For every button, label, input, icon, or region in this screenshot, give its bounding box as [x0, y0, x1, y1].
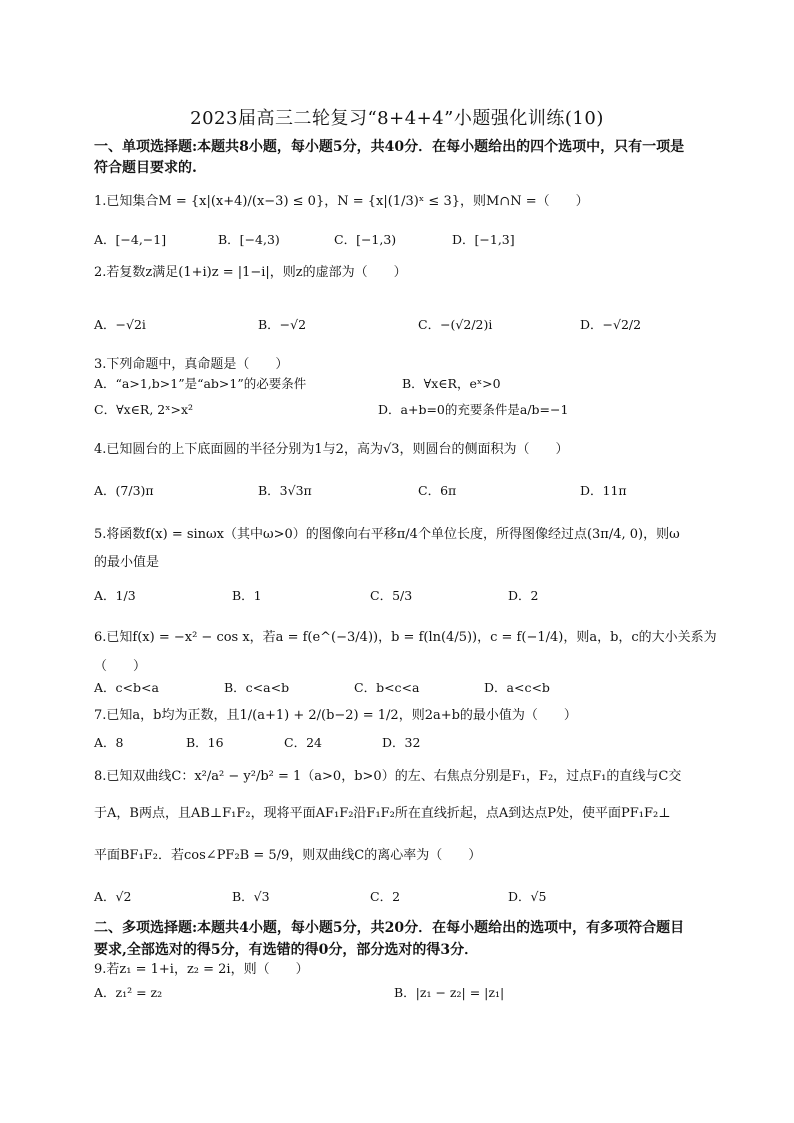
- section-2-header-line-1: 二、多项选择题:本题共4小题，每小题5分，共20分．在每小题给出的选项中，有多项符合题目: [94, 920, 685, 936]
- question-7-option-d: D．32: [382, 735, 421, 750]
- question-8-option-d: D．√5: [508, 889, 547, 904]
- question-2-stem: 2.若复数z满足(1+i)z = |1−i|，则z的虚部为（ ）: [94, 265, 407, 280]
- question-8-option-c: C．2: [370, 889, 401, 904]
- question-5-option-c: C．5/3: [370, 588, 413, 603]
- question-4-option-d: D．11π: [580, 483, 627, 498]
- question-9-option-b: B．|z₁ − z₂| = |z₁|: [394, 985, 505, 1000]
- section-1-header-line-1: 一、单项选择题:本题共8小题，每小题5分，共40分．在每小题给出的四个选项中，只有一项是: [94, 139, 685, 155]
- question-1-option-d: D．[−1,3]: [452, 232, 515, 247]
- question-3-stem: 3.下列命题中，真命题是（ ）: [94, 357, 289, 372]
- question-5-stem-line-2: 的最小值是: [94, 555, 160, 570]
- question-8-stem-line-3: 平面BF₁F₂．若cos∠PF₂B = 5/9，则双曲线C的离心率为（ ）: [94, 848, 482, 863]
- question-2-option-b: B．−√2: [258, 317, 307, 332]
- question-9-stem: 9.若z₁ = 1+i，z₂ = 2i，则（ ）: [94, 962, 309, 977]
- question-2-option-a: A．−√2i: [94, 317, 146, 332]
- question-1-stem: 1.已知集合M = {x|(x+4)/(x−3) ≤ 0}，N = {x|(1/3)ˣ ≤ 3}，则M∩N =（ ）: [94, 194, 589, 209]
- question-7-option-b: B．16: [186, 735, 224, 750]
- question-5-option-a: A．1/3: [94, 588, 136, 603]
- question-4-option-a: A．(7/3)π: [94, 483, 154, 498]
- question-7-option-a: A．8: [94, 735, 124, 750]
- question-5-option-b: B．1: [232, 588, 262, 603]
- question-3-option-c: C．∀x∈R, 2ˣ>x²: [94, 402, 194, 417]
- question-2-option-d: D．−√2/2: [580, 317, 642, 332]
- question-8-stem-line-2: 于A，B两点，且AB⊥F₁F₂，现将平面AF₁F₂沿F₁F₂所在直线折起，点A到达点P处，使平面PF₁F₂⊥: [94, 806, 671, 821]
- question-3-option-a: A．“a>1,b>1”是“ab>1”的必要条件: [94, 376, 307, 391]
- section-2-header-line-2: 要求,全部选对的得5分，有选错的得0分，部分选对的得3分．: [94, 942, 479, 958]
- question-4-option-c: C．6π: [418, 483, 457, 498]
- question-8-option-b: B．√3: [232, 889, 270, 904]
- question-1-option-c: C．[−1,3): [334, 232, 397, 247]
- question-4-option-b: B．3√3π: [258, 483, 312, 498]
- question-1-option-a: A．[−4,−1]: [94, 232, 167, 247]
- question-2-option-c: C．−(√2/2)i: [418, 317, 493, 332]
- question-9-option-a: A．z₁² = z₂: [94, 985, 163, 1000]
- question-3-option-d: D．a+b=0的充要条件是a/b=−1: [378, 402, 569, 417]
- question-6-stem-line-1: 6.已知f(x) = −x² − cos x，若a = f(e^(−3/4))，b = f(ln(4/5))，c = f(−1/4)，则a，b，c的大小关系为: [94, 630, 717, 645]
- question-8-stem-line-1: 8.已知双曲线C：x²/a² − y²/b² = 1（a>0，b>0）的左、右焦点分别是F₁，F₂，过点F₁的直线与C交: [94, 769, 682, 784]
- question-6-option-b: B．c<a<b: [224, 680, 290, 695]
- question-6-option-c: C．b<c<a: [354, 680, 420, 695]
- question-6-option-d: D．a<c<b: [484, 680, 550, 695]
- question-6-stem-line-2: （ ）: [94, 659, 147, 674]
- question-1-option-b: B．[−4,3): [218, 232, 280, 247]
- question-5-option-d: D．2: [508, 588, 539, 603]
- question-3-option-b: B．∀x∈R，eˣ>0: [402, 376, 501, 391]
- question-7-stem: 7.已知a，b均为正数，且1/(a+1) + 2/(b−2) = 1/2，则2a+b的最小值为（ ）: [94, 708, 577, 723]
- question-6-option-a: A．c<b<a: [94, 680, 159, 695]
- page-title: 2023届高三二轮复习“8+4+4”小题强化训练(10): [190, 108, 604, 129]
- question-7-option-c: C．24: [284, 735, 322, 750]
- question-5-stem-line-1: 5.将函数f(x) = sinωx（其中ω>0）的图像向右平移π/4个单位长度，所得图像经过点(3π/4, 0)，则ω: [94, 527, 680, 542]
- question-8-option-a: A．√2: [94, 889, 132, 904]
- section-1-header-line-2: 符合题目要求的.: [94, 160, 197, 176]
- question-4-stem: 4.已知圆台的上下底面圆的半径分别为1与2，高为√3，则圆台的侧面积为（ ）: [94, 442, 569, 457]
